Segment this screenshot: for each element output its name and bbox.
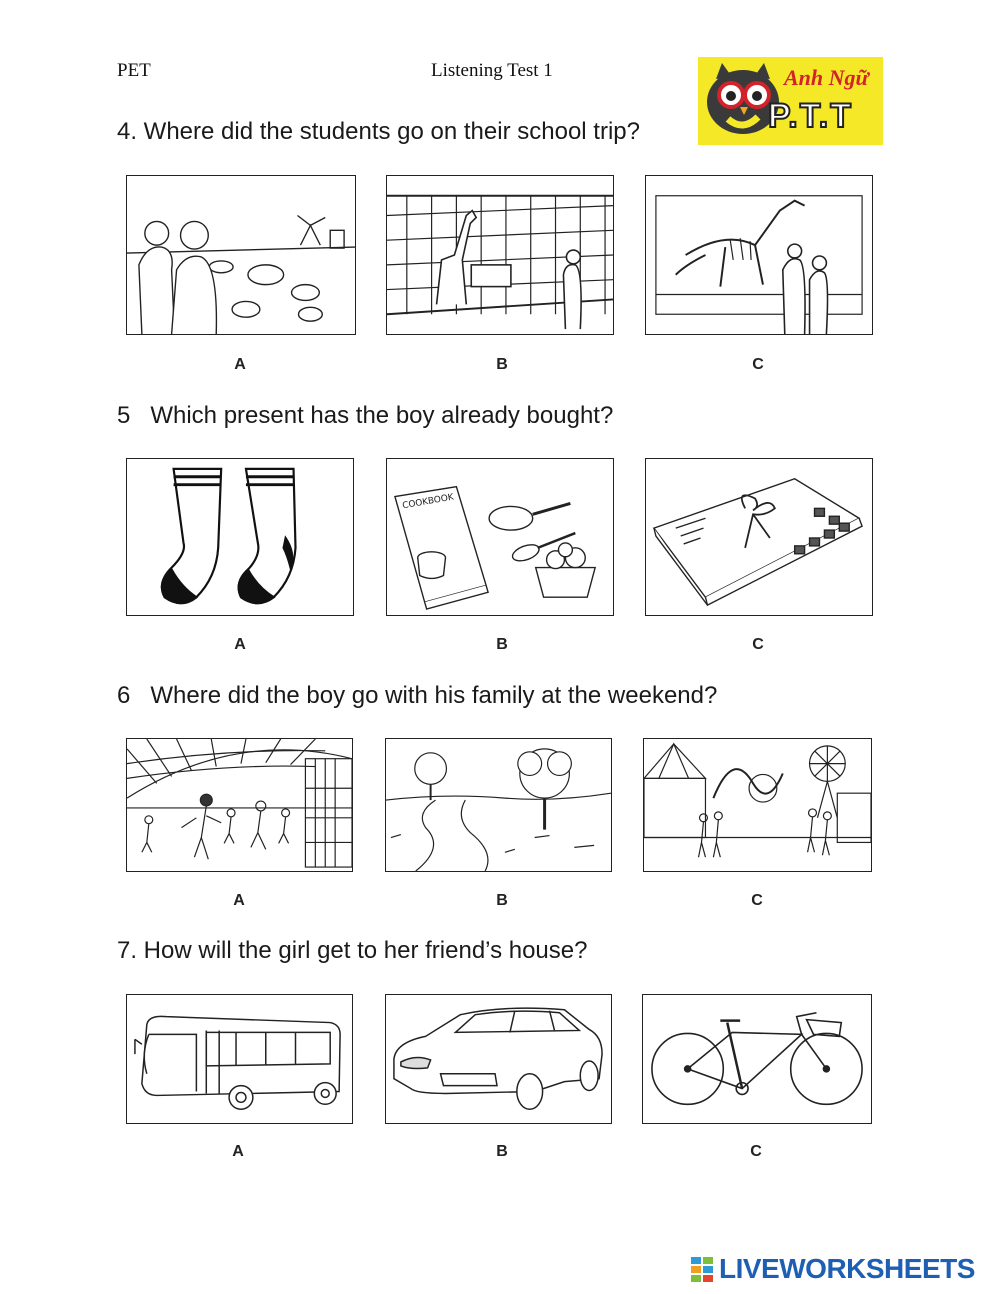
liveworksheets-text: LIVEWORKSHEETS (719, 1253, 975, 1284)
picture-zoo[interactable] (386, 175, 614, 335)
logo-line1: Anh Ngữ (784, 65, 869, 90)
option-label: C (752, 636, 764, 653)
option-label: B (496, 892, 508, 909)
header-title: Listening Test 1 (431, 60, 553, 81)
picture-park[interactable] (385, 738, 612, 872)
logo-line2: P.T.T (768, 97, 853, 135)
liveworksheets-icon (691, 1255, 715, 1283)
option-label: B (496, 636, 508, 653)
question-5-text: 5 Which present has the boy already bought? (117, 402, 614, 429)
picture-funfair[interactable] (643, 738, 872, 872)
picture-sports-stadium[interactable] (126, 738, 353, 872)
picture-bus[interactable] (126, 994, 353, 1124)
option-label: C (752, 356, 764, 373)
option-label: B (496, 1143, 508, 1160)
picture-bicycle[interactable] (642, 994, 872, 1124)
picture-socks[interactable] (126, 458, 354, 616)
picture-museum[interactable] (645, 175, 873, 335)
liveworksheets-brand[interactable] (691, 1252, 975, 1286)
option-label: A (232, 1143, 244, 1160)
option-label: A (234, 636, 246, 653)
picture-chocolates[interactable] (645, 458, 873, 616)
picture-farm[interactable] (126, 175, 356, 335)
option-label: A (233, 892, 245, 909)
question-6-text: 6 Where did the boy go with his family at the weekend? (117, 682, 718, 709)
school-logo (698, 57, 883, 145)
svg-text:COOKBOOK: COOKBOOK (401, 492, 455, 512)
option-label: A (234, 356, 246, 373)
question-4-text: 4. Where did the students go on their school trip? (117, 118, 640, 145)
option-label: C (750, 1143, 762, 1160)
option-label: B (496, 356, 508, 373)
header-left-text: PET (117, 60, 151, 81)
option-label: C (751, 892, 763, 909)
picture-car[interactable] (385, 994, 612, 1124)
picture-cookbook[interactable] (386, 458, 614, 616)
question-7-text: 7. How will the girl get to her friend’s house? (117, 937, 588, 964)
